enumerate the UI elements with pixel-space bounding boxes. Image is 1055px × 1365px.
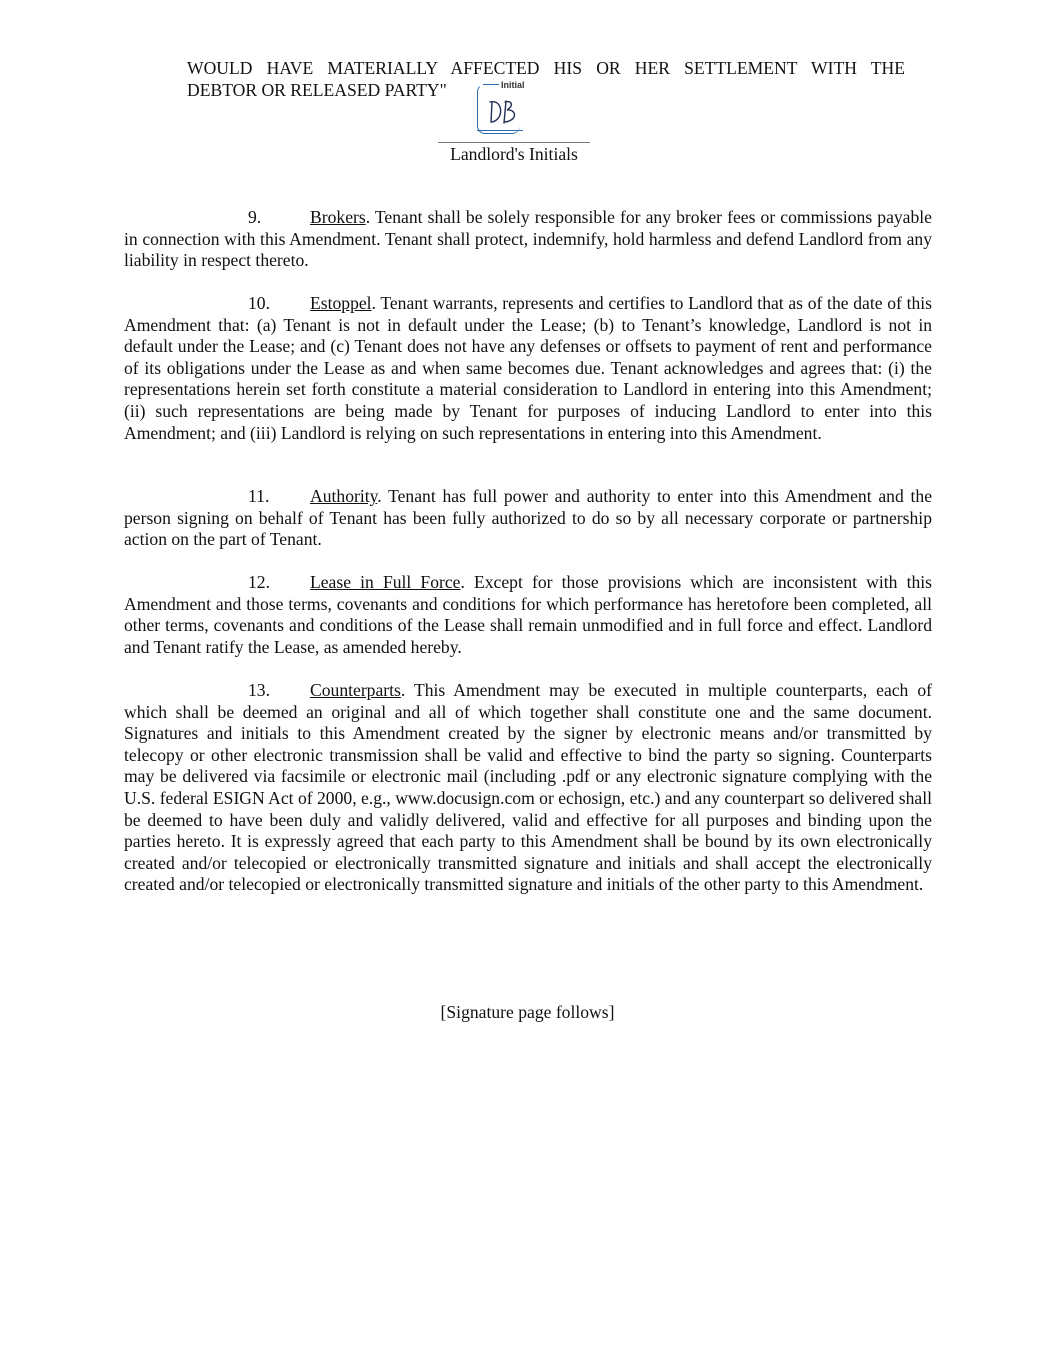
section-body: . Tenant warrants, represents and certifies to Landlord that as of the date of this Amendment that: (a) Tenant is not in default under the Lease; (b) to Tenant’s knowledge, Landlord is not in default under the Lease; and (c) Tenant does not have any defenses or offsets to payment of rent and performance of its obligations under the Lease as and when same becomes due. Tenant acknowledges and agrees that: (i) the representations herein set forth constitute a material consideration to Landlord in entering into this Amendment; (ii) such representations are being made by Tenant for purposes of inducing Landlord to enter into this Amendment; and (iii) Landlord is relying on such representations in entering into this Amendment.: [124, 293, 932, 443]
stamp-tab-label: Initial: [501, 80, 525, 90]
section-9: [124, 207, 932, 272]
section-number: 10.: [248, 293, 270, 313]
initial-stamp: [473, 80, 525, 136]
section-body: . Except for those provisions which are inconsistent with this Amendment and those terms, covenants and conditions for which performance has heretofore been completed, all other terms, covenants and conditions of the Lease shall remain unmodified and in full force and effect. Landlord and Tenant ratify the Lease, as amended hereby.: [124, 572, 932, 657]
section-heading: Counterparts: [310, 680, 401, 700]
section-number: 11.: [248, 486, 270, 506]
section-13: [124, 680, 932, 896]
section-12: [124, 572, 932, 658]
initials-caption: Landlord's Initials: [450, 144, 578, 164]
signature-initials-db: [489, 98, 521, 126]
section-number: 9.: [248, 207, 262, 227]
section-heading: Estoppel: [310, 293, 372, 313]
header-line-1: WOULD HAVE MATERIALLY AFFECTED HIS OR HER SETTLEMENT WITH THE: [187, 58, 905, 78]
section-number: 13.: [248, 680, 270, 700]
section-heading: Authority: [310, 486, 378, 506]
signature-page-note: [Signature page follows]: [440, 1002, 615, 1022]
section-10: [124, 293, 932, 444]
section-11: [124, 486, 932, 551]
section-body: . Tenant has full power and authority to enter into this Amendment and the person signing on behalf of Tenant has been fully authorized to do so by all necessary corporate or partnership action on the part of Tenant.: [124, 486, 932, 550]
section-number: 12.: [248, 572, 270, 592]
section-body: . This Amendment may be executed in multiple counterparts, each of which shall be deemed an original and all of which together shall constitute one and the same document. Signatures and initials to this Amendment created by the signer by electronic means and/or transmitted by telecopy or other electronic transmission shall be valid and effective to bind the party so signing. Counterparts may be delivered via facsimile or electronic mail (including .pdf or any electronic signature complying with the U.S. federal ESIGN Act of 2000, e.g., www.docusign.com or echosign, etc.) and any counterpart so delivered shall be deemed to have been duly and validly delivered, valid and effective for all purposes and binding upon the parties hereto. It is expressly agreed that each party to this Amendment shall be bound by its own electronically created and/or telecopied or electronically transmitted signature and initials and shall accept the electronically created and/or telecopied or electronically transmitted signature and initials of the other party to this Amendment.: [124, 680, 932, 895]
section-heading: Lease in Full Force: [310, 572, 461, 592]
section-body: . Tenant shall be solely responsible for any broker fees or commissions payable in connection with this Amendment. Tenant shall protect, indemnify, hold harmless and defend Landlord from any liability in respect thereto.: [124, 207, 932, 271]
initials-rule: [438, 142, 590, 143]
header-text: [187, 58, 905, 101]
header-line-2: DEBTOR OR RELEASED PARTY": [187, 79, 447, 100]
section-heading: Brokers: [310, 207, 366, 227]
